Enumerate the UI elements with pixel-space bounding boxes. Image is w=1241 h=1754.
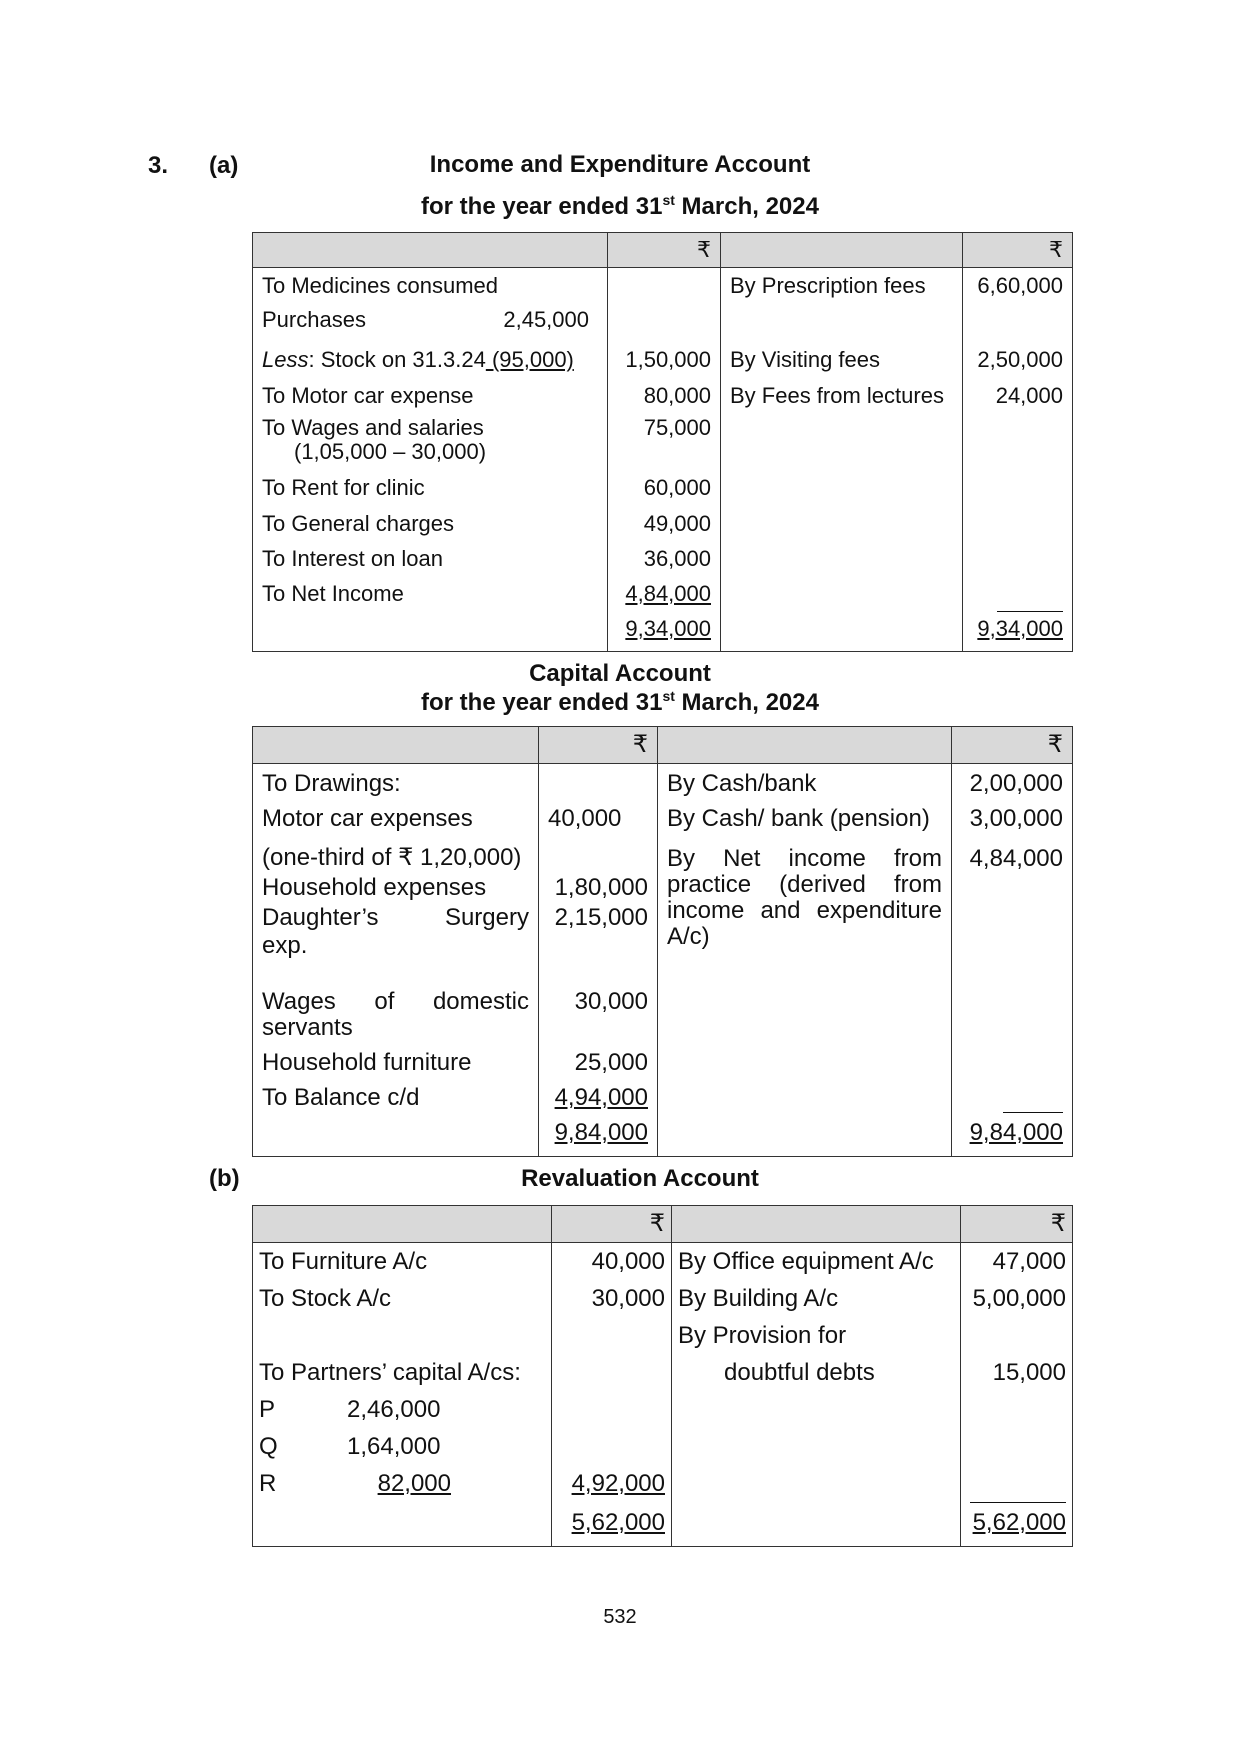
capital-title: Capital Account	[529, 660, 711, 687]
page-number: 532	[603, 1606, 637, 1628]
amount-cell	[608, 303, 721, 343]
currency-header: ₹	[539, 727, 658, 764]
partner-p-row	[253, 1397, 552, 1434]
furniture-amount: 40,000	[552, 1243, 672, 1287]
table-row	[253, 547, 1073, 582]
motor-amount: 80,000	[608, 383, 721, 415]
text-cell	[721, 547, 963, 582]
partner-p-label: P	[259, 1396, 276, 1423]
table-row	[253, 1397, 1073, 1434]
rent-amount: 60,000	[608, 471, 721, 511]
header-cell	[721, 233, 963, 268]
blank-line	[1003, 1094, 1063, 1113]
stock-amount: (95,000)	[485, 347, 574, 372]
amount-cell	[552, 1397, 672, 1434]
amount-cell	[961, 1397, 1073, 1434]
blank-line-cell	[963, 582, 1073, 617]
header-cell	[672, 1206, 961, 1243]
household-label: Household expenses	[262, 874, 487, 901]
pension-label: By Cash/ bank (pension)	[658, 806, 952, 843]
table-row	[253, 511, 1073, 547]
motor-amount: 40,000	[539, 806, 658, 843]
table-row	[253, 1044, 1073, 1085]
table-row	[253, 1243, 1073, 1287]
table-row	[253, 1471, 1073, 1508]
capital-total-right: 9,84,000	[952, 1118, 1073, 1157]
office-label: By Office equipment A/c	[672, 1243, 961, 1287]
surgery-label: Daughter’s Surgery	[262, 904, 529, 931]
lectures-amount: 24,000	[963, 383, 1073, 415]
header-cell	[658, 727, 952, 764]
amount-cell	[952, 989, 1073, 1044]
furniture-label: Household furniture	[253, 1044, 539, 1085]
text-cell	[658, 1118, 952, 1157]
medicines-amount: 1,50,000	[608, 343, 721, 383]
table-row	[253, 415, 1073, 471]
blank-line-cell	[961, 1471, 1073, 1508]
revaluation-title: Revaluation Account	[521, 1165, 759, 1192]
building-amount: 5,00,000	[961, 1286, 1073, 1323]
revaluation-table	[252, 1205, 1073, 1547]
net-income-value: 4,84,000	[625, 581, 711, 606]
visiting-label: By Visiting fees	[721, 343, 963, 383]
header-cell	[253, 233, 608, 268]
text-cell	[253, 1118, 539, 1157]
purchases-cell	[253, 303, 608, 343]
text-cell	[658, 989, 952, 1044]
servants-label: Wages of domestic	[262, 988, 529, 1015]
ie-total-left	[608, 617, 721, 652]
currency-header: ₹	[961, 1206, 1073, 1243]
text-cell	[253, 1508, 552, 1547]
table-row	[253, 764, 1073, 807]
part-a-label: (a)	[209, 152, 239, 179]
currency-header: ₹	[963, 233, 1073, 268]
lectures-label: By Fees from lectures	[721, 383, 963, 415]
currency-header: ₹	[952, 727, 1073, 764]
text-cell	[721, 582, 963, 617]
visiting-amount: 2,50,000	[963, 343, 1073, 383]
prescription-label: By Prescription fees	[721, 268, 963, 304]
stock-label: : Stock on 31.3.24	[308, 347, 486, 372]
text-cell	[721, 415, 963, 471]
prescription-amount: 6,60,000	[963, 268, 1073, 304]
servants-label-cont: servants	[262, 1014, 353, 1041]
table-row	[253, 617, 1073, 652]
net-income-amount	[608, 582, 721, 617]
provision-amount: 15,000	[961, 1360, 1073, 1397]
cash-amount: 2,00,000	[952, 764, 1073, 807]
interest-amount: 36,000	[608, 547, 721, 582]
table-row	[253, 843, 1073, 989]
blank-line-cell	[952, 1085, 1073, 1118]
amount-cell	[963, 547, 1073, 582]
amount-cell	[963, 303, 1073, 343]
motor-label: To Motor car expense	[253, 383, 608, 415]
balance-label: To Balance c/d	[253, 1085, 539, 1118]
text-cell	[658, 1085, 952, 1118]
text-cell	[253, 617, 608, 652]
furniture-amount: 25,000	[539, 1044, 658, 1085]
capital-table	[252, 726, 1073, 1157]
blank-line	[997, 593, 1063, 612]
motor-label: Motor car expenses	[253, 806, 539, 843]
net-income-amount: 4,84,000	[952, 843, 1073, 989]
currency-header: ₹	[552, 1206, 672, 1243]
general-label: To General charges	[253, 511, 608, 547]
partner-r-label: R	[259, 1470, 277, 1497]
less-label: Less	[262, 347, 309, 372]
wages-cell	[253, 415, 608, 471]
amount-cell	[952, 1044, 1073, 1085]
servants-amount: 30,000	[539, 989, 658, 1044]
ie-subtitle: for the year ended 31st March, 2024	[421, 192, 819, 220]
amount-cell	[963, 471, 1073, 511]
table-row	[253, 383, 1073, 415]
table-row	[253, 1360, 1073, 1397]
text-cell	[253, 1323, 552, 1360]
text-cell	[672, 1471, 961, 1508]
table-row	[253, 1118, 1073, 1157]
partner-r-amount: 82,000	[377, 1470, 451, 1497]
partner-p-amount: 2,46,000	[347, 1396, 441, 1423]
partner-q-label: Q	[259, 1433, 278, 1460]
servants-cell	[253, 989, 539, 1044]
table-row	[253, 471, 1073, 511]
table-row	[253, 1286, 1073, 1323]
table-row	[253, 343, 1073, 383]
revaluation-total-right: 5,62,000	[961, 1508, 1073, 1547]
text-cell	[721, 511, 963, 547]
amount-cell	[552, 1323, 672, 1360]
interest-label: To Interest on loan	[253, 547, 608, 582]
stock-cell	[253, 343, 608, 383]
surgery-amount: 2,15,000	[554, 904, 648, 931]
question-number: 3.	[148, 152, 169, 179]
table-row	[253, 1434, 1073, 1471]
header-cell	[253, 1206, 552, 1243]
stock-label: To Stock A/c	[253, 1286, 552, 1323]
wages-calc: (1,05,000 – 30,000)	[294, 439, 487, 464]
partner-q-row	[253, 1434, 552, 1471]
text-cell	[672, 1397, 961, 1434]
table-row	[253, 806, 1073, 843]
amount-cell	[552, 1434, 672, 1471]
purchases-amount: 2,45,000	[503, 307, 589, 332]
wages-label: To Wages and salaries	[262, 415, 484, 440]
cash-label: By Cash/bank	[658, 764, 952, 807]
rent-label: To Rent for clinic	[253, 471, 608, 511]
amount-cell	[961, 1434, 1073, 1471]
text-cell	[672, 1508, 961, 1547]
drawings-amounts	[539, 843, 658, 989]
partners-total: 4,92,000	[552, 1471, 672, 1508]
table-row	[253, 989, 1073, 1044]
table-row	[253, 1508, 1073, 1547]
amount-cell	[539, 764, 658, 807]
household-amount: 1,80,000	[554, 874, 648, 901]
amount-cell	[961, 1323, 1073, 1360]
table-row	[253, 268, 1073, 304]
drawings-label: To Drawings:	[253, 764, 539, 807]
text-cell	[672, 1434, 961, 1471]
building-label: By Building A/c	[672, 1286, 961, 1323]
drawings-details	[253, 843, 539, 989]
table-row	[253, 303, 1073, 343]
amount-cell	[963, 511, 1073, 547]
text-cell	[721, 303, 963, 343]
income-expenditure-table	[252, 232, 1073, 652]
partner-q-amount: 1,64,000	[347, 1433, 441, 1460]
balance-amount: 4,94,000	[539, 1085, 658, 1118]
ie-title: Income and Expenditure Account	[429, 151, 811, 178]
partners-label: To Partners’ capital A/cs:	[253, 1360, 552, 1397]
amount-cell	[963, 415, 1073, 471]
general-amount: 49,000	[608, 511, 721, 547]
total-value: 9,34,000	[977, 616, 1063, 641]
net-income-label: By Net income from practice (derived from income and expenditure A/c)	[658, 843, 952, 989]
capital-total-left: 9,84,000	[539, 1118, 658, 1157]
office-amount: 47,000	[961, 1243, 1073, 1287]
table-row	[253, 582, 1073, 617]
wages-amount: 75,000	[608, 415, 721, 471]
furniture-label: To Furniture A/c	[253, 1243, 552, 1287]
table-row	[253, 1323, 1073, 1360]
table-header-row	[253, 233, 1073, 268]
currency-header: ₹	[608, 233, 721, 268]
provision-label: By Provision for	[672, 1323, 961, 1360]
table-header-row	[253, 1206, 1073, 1243]
text-cell	[658, 1044, 952, 1085]
purchases-label: Purchases	[262, 307, 366, 332]
net-income-label: To Net Income	[253, 582, 608, 617]
part-b-label: (b)	[209, 1165, 240, 1192]
stock-amount: 30,000	[552, 1286, 672, 1323]
partner-r-row	[253, 1471, 552, 1508]
blank-line	[970, 1484, 1066, 1503]
total-value: 9,34,000	[625, 616, 711, 641]
amount-cell	[608, 268, 721, 304]
table-row	[253, 1085, 1073, 1118]
surgery-label-cont: exp.	[262, 932, 308, 959]
header-cell	[253, 727, 539, 764]
one-third-label: (one-third of ₹ 1,20,000)	[262, 844, 522, 871]
amount-cell	[552, 1360, 672, 1397]
text-cell	[721, 617, 963, 652]
table-header-row	[253, 727, 1073, 764]
capital-subtitle: for the year ended 31st March, 2024	[421, 688, 819, 716]
pension-amount: 3,00,000	[952, 806, 1073, 843]
text-cell	[721, 471, 963, 511]
revaluation-total-left: 5,62,000	[552, 1508, 672, 1547]
medicines-label: To Medicines consumed	[253, 268, 608, 304]
provision-label-cont: doubtful debts	[672, 1360, 961, 1397]
ie-total-right	[963, 617, 1073, 652]
